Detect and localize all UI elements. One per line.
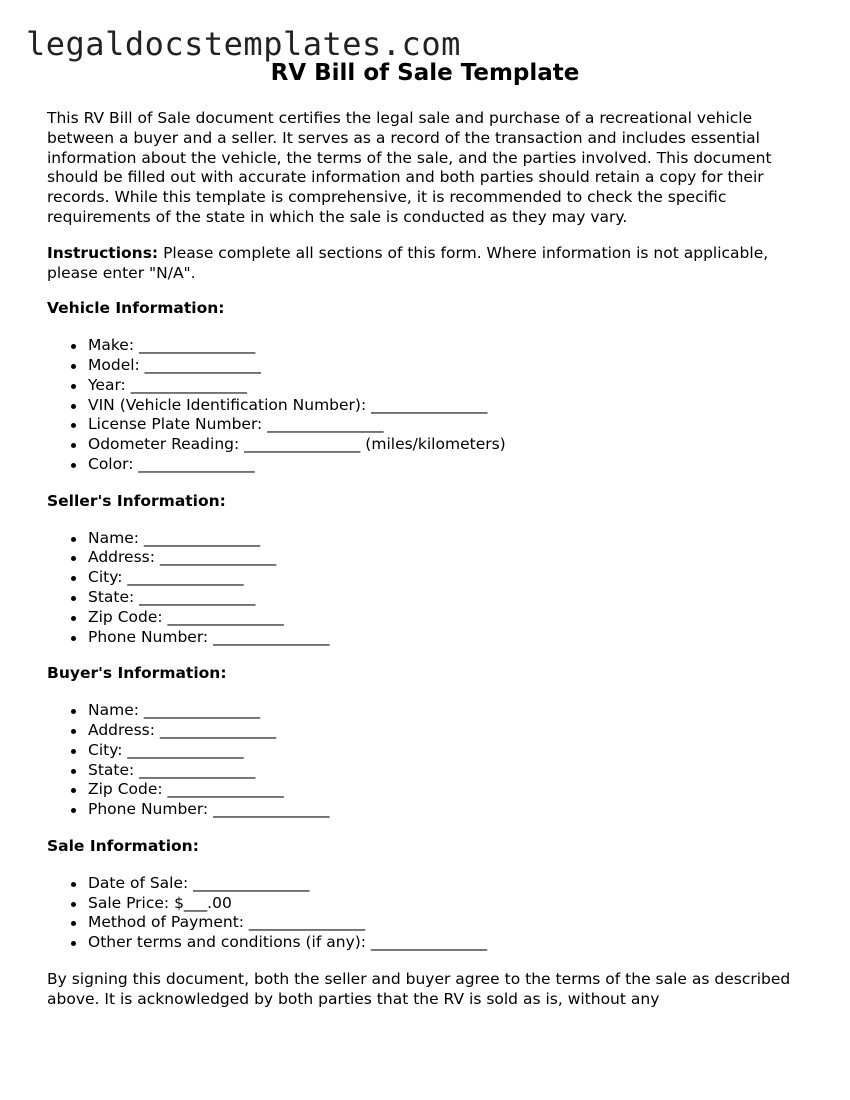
seller-state-field: State: _______________ <box>88 588 817 608</box>
site-watermark: legaldocstemplates.com <box>26 25 461 63</box>
seller-city-field: City: _______________ <box>88 568 817 588</box>
buyer-city-field: City: _______________ <box>88 741 817 761</box>
seller-phone-field: Phone Number: _______________ <box>88 628 817 648</box>
seller-section-heading: Seller's Information: <box>47 491 226 510</box>
seller-field-list <box>47 529 817 648</box>
instructions-text: Please complete all sections of this form. Where information is not applicable, please enter "N/A". <box>47 243 769 282</box>
instructions-label: Instructions: <box>47 243 159 262</box>
vehicle-section-heading: Vehicle Information: <box>47 299 225 318</box>
buyer-field-list <box>47 701 817 820</box>
closing-paragraph: By signing this document, both the seller and buyer agree to the terms of the sale as described above. It is acknowledged by both parties that the RV is sold as is, without any <box>47 969 791 1008</box>
intro-paragraph: This RV Bill of Sale document certifies the legal sale and purchase of a recreational vehicle between a buyer and a seller. It serves as a record of the transaction and includes essential information about the vehicle, the terms of the sale, and the parties involved. This document should be filled out with accurate information and both parties should retain a copy for their records. While this template is comprehensive, it is recommended to check the specific requirements of the state in which the sale is conducted as they may vary. <box>47 109 772 226</box>
buyer-phone-field: Phone Number: _______________ <box>88 800 817 820</box>
sale-section-heading: Sale Information: <box>47 836 199 855</box>
vehicle-license-plate-field: License Plate Number: _______________ <box>88 415 817 435</box>
seller-zip-field: Zip Code: _______________ <box>88 608 817 628</box>
sale-price-field: Sale Price: $___.00 <box>88 894 817 914</box>
buyer-section-heading: Buyer's Information: <box>47 664 227 683</box>
document-body <box>47 109 817 1009</box>
buyer-zip-field: Zip Code: _______________ <box>88 780 817 800</box>
document-title: RV Bill of Sale Template <box>270 60 580 86</box>
seller-address-field: Address: _______________ <box>88 548 817 568</box>
buyer-address-field: Address: _______________ <box>88 721 817 741</box>
vehicle-vin-field: VIN (Vehicle Identification Number): _______________ <box>88 396 817 416</box>
instructions-paragraph <box>47 244 817 284</box>
sale-other-terms-field: Other terms and conditions (if any): _______________ <box>88 933 817 953</box>
vehicle-color-field: Color: _______________ <box>88 455 817 475</box>
buyer-state-field: State: _______________ <box>88 761 817 781</box>
sale-date-field: Date of Sale: _______________ <box>88 874 817 894</box>
seller-name-field: Name: _______________ <box>88 529 817 549</box>
buyer-name-field: Name: _______________ <box>88 701 817 721</box>
vehicle-make-field: Make: _______________ <box>88 336 817 356</box>
vehicle-field-list <box>47 336 817 475</box>
sale-payment-method-field: Method of Payment: _______________ <box>88 913 817 933</box>
sale-field-list <box>47 874 817 953</box>
vehicle-odometer-field: Odometer Reading: _______________ (miles/kilometers) <box>88 435 817 455</box>
vehicle-model-field: Model: _______________ <box>88 356 817 376</box>
vehicle-year-field: Year: _______________ <box>88 376 817 396</box>
